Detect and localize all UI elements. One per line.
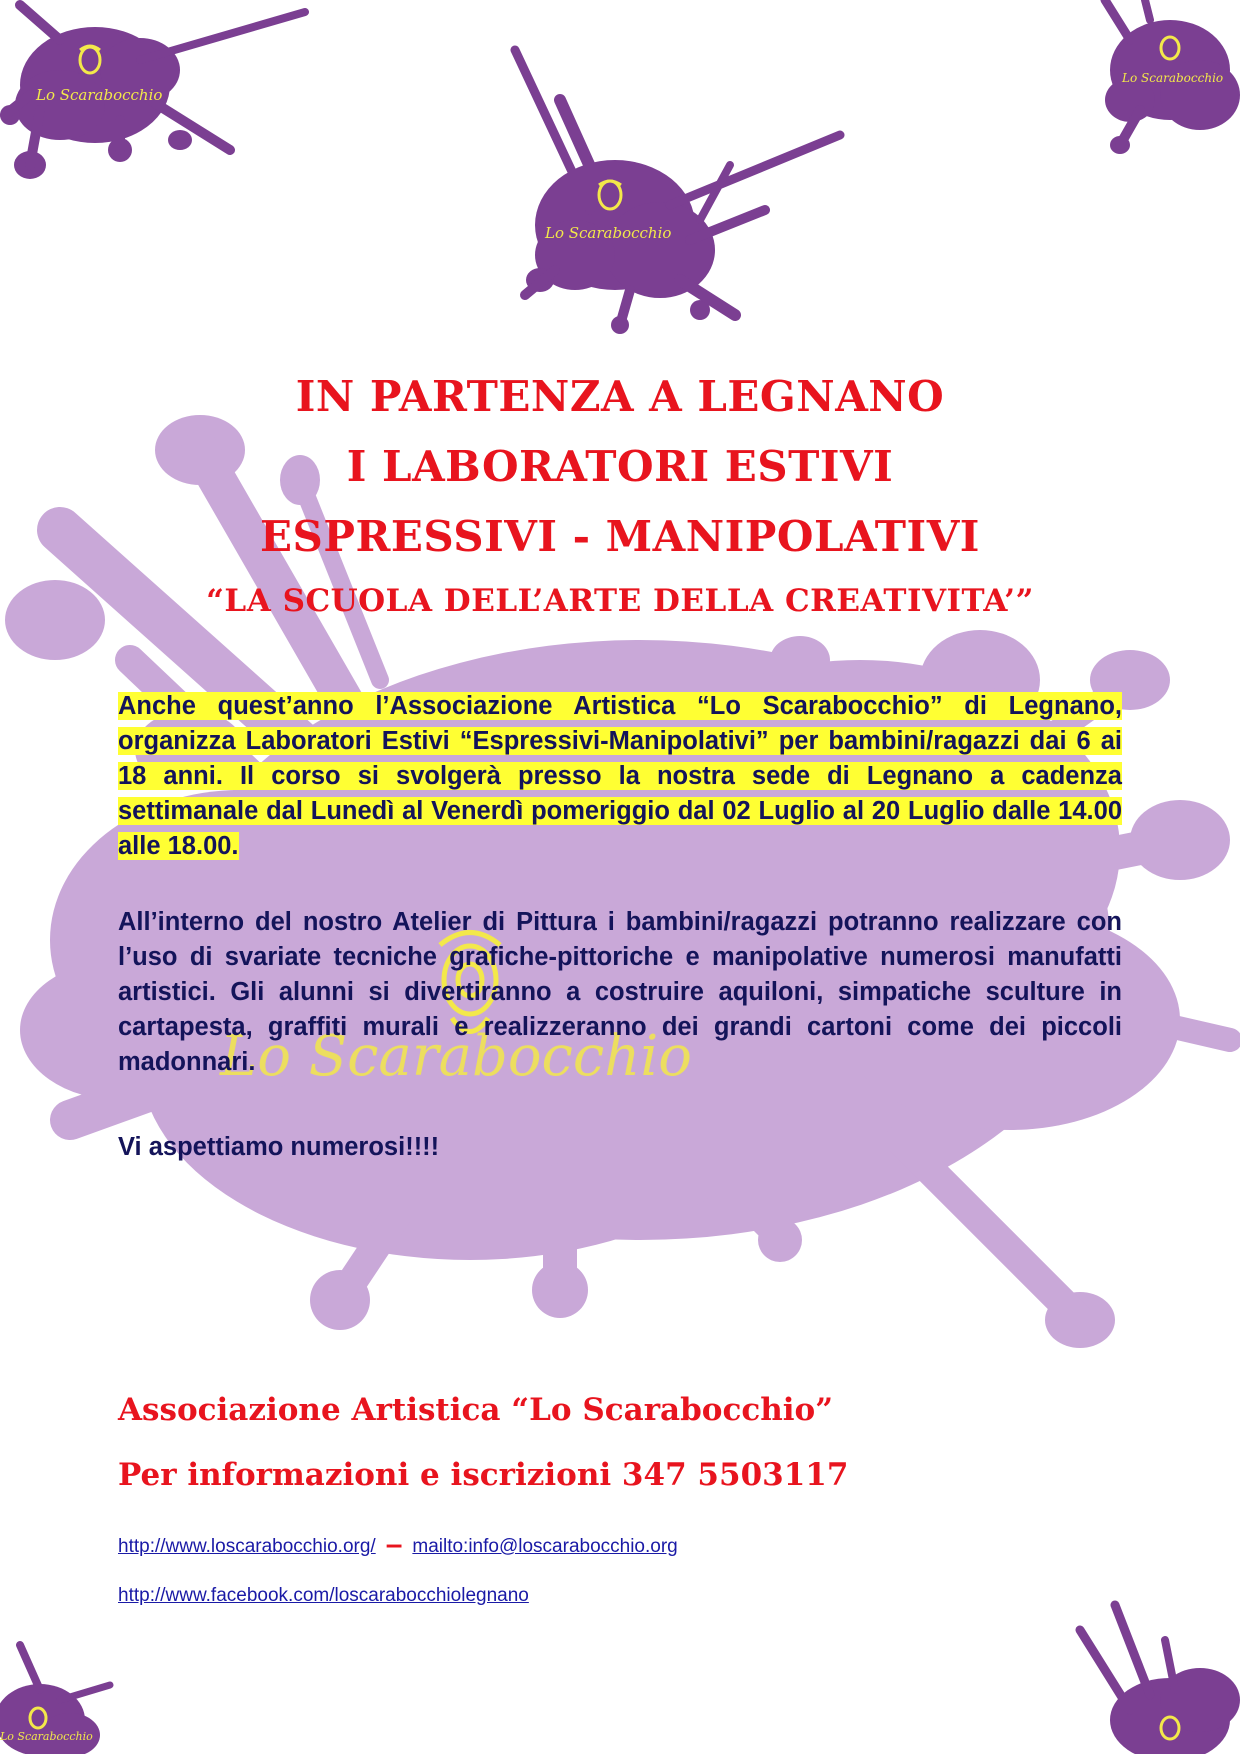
logo-text: Lo Scarabocchio bbox=[0, 1730, 93, 1743]
top-left-splat-logo bbox=[0, 0, 320, 200]
link-separator: – bbox=[385, 1528, 403, 1561]
headline-subtitle: “LA SCUOLA DELL’ARTE DELLA CREATIVITA’” bbox=[206, 583, 1034, 619]
bottom-right-splat-logo bbox=[1070, 1600, 1240, 1754]
logo-text: Lo Scarabocchio bbox=[36, 86, 163, 104]
bottom-left-splat-logo bbox=[0, 1640, 120, 1754]
closing-text: Vi aspettiamo numerosi!!!! bbox=[118, 1133, 440, 1161]
intro-paragraph bbox=[118, 689, 1122, 864]
headline-line-2: I LABORATORI ESTIVI bbox=[346, 442, 894, 491]
description-paragraph: All’interno del nostro Atelier di Pittura i bambini/ragazzi potranno realizzare con l’uso di svariate tecniche grafiche-pittoriche e manipolative numerosi manufatti artistici. Gli alunni si divertiranno a costruire aquiloni, simpatiche sculture in cartapesta, graffiti murali e realizzeranno dei grandi cartoni come dei piccoli madonnari. bbox=[118, 908, 1122, 1076]
association-name: Associazione Artistica “Lo Scarabocchio” bbox=[118, 1392, 834, 1428]
top-right-splat-logo bbox=[1090, 0, 1240, 160]
logo-text: Lo Scarabocchio bbox=[545, 224, 672, 242]
logo-text: Lo Scarabocchio bbox=[1122, 71, 1224, 85]
watermark-logo-text: Lo Scarabocchio bbox=[220, 1024, 692, 1089]
contact-info: Per informazioni e iscrizioni 347 5503117 bbox=[118, 1457, 849, 1493]
headline-line-1: IN PARTENZA A LEGNANO bbox=[295, 372, 945, 421]
email-link[interactable]: mailto:info@loscarabocchio.org bbox=[412, 1536, 678, 1557]
headline-line-3: ESPRESSIVI - MANIPOLATIVI bbox=[260, 512, 980, 561]
website-link[interactable]: http://www.loscarabocchio.org/ bbox=[118, 1536, 376, 1557]
links-row bbox=[118, 1528, 678, 1562]
facebook-link[interactable]: http://www.facebook.com/loscarabocchiolegnano bbox=[118, 1585, 529, 1606]
facebook-row bbox=[118, 1585, 529, 1607]
intro-paragraph-text: Anche quest’anno l’Associazione Artistica “Lo Scarabocchio” di Legnano, organizza Laboratori Estivi “Espressivi-Manipolativi” per bambini/ragazzi dai 6 ai 18 anni. Il corso si svolgerà presso la nostra sede di Legnano a cadenza settimanale dal Lunedì al Venerdì pomeriggio dal 02 Luglio al 20 Luglio dalle 14.00 alle 18.00. bbox=[118, 692, 1122, 860]
top-center-splat-logo bbox=[500, 40, 860, 340]
